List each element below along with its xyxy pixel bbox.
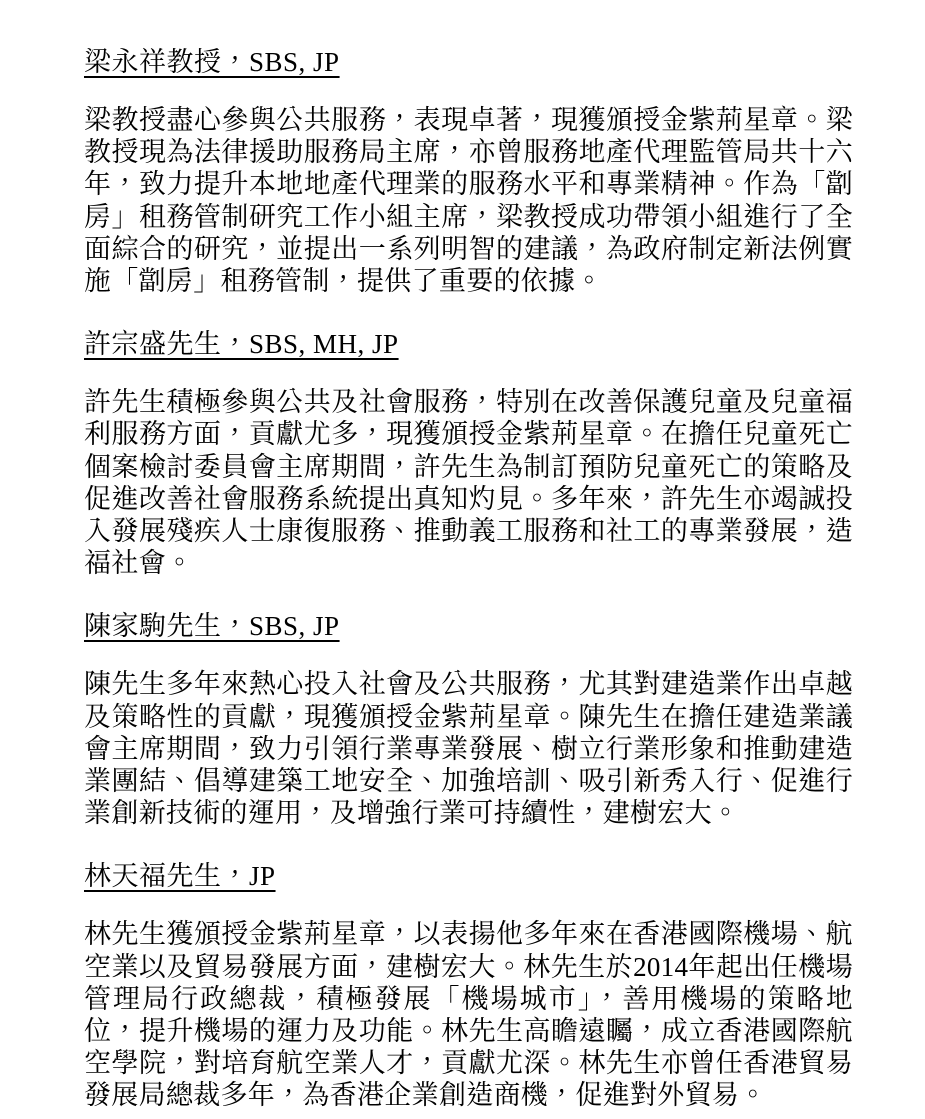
- citation-paragraph-lam: 林先生獲頒授金紫荊星章，以表揚他多年來在香港國際機場、航空業以及貿易發展方面，建樹宏大。林先生於2014年起出任機場管理局行政總裁，積極發展「機場城市」，善用機場的策略地位，提升機場的運力及功能。林先生高瞻遠矚，成立香港國際航空學院，對培育航空業人才，貢獻尤深。林先生亦曾任香港貿易發展局總裁多年，為香港企業創造商機，促進對外貿易。: [84, 919, 853, 1111]
- recipient-heading-lam: 林天福先生，JP: [84, 861, 276, 892]
- recipient-section-hui: [84, 328, 853, 579]
- recipient-heading-leung: 梁永祥教授，SBS, JP: [84, 47, 340, 77]
- citation-paragraph-leung: 梁教授盡心參與公共服務，表現卓著，現獲頒授金紫荊星章。梁教授現為法律援助服務局主席，亦曾服務地產代理監管局共十六年，致力提升本地地產代理業的服務水平和專業精神。作為「劏房」租務管制研究工作小組主席，梁教授成功帶領小組進行了全面綜合的研究，並提出一系列明智的建議，為政府制定新法例實施「劏房」租務管制，提供了重要的依據。: [84, 105, 853, 297]
- citation-paragraph-chan: 陳先生多年來熱心投入社會及公共服務，尤其對建造業作出卓越及策略性的貢獻，現獲頒授金紫荊星章。陳先生在擔任建造業議會主席期間，致力引領行業專業發展、樹立行業形象和推動建造業團結、倡導建築工地安全、加強培訓、吸引新秀入行、促進行業創新技術的運用，及增強行業可持續性，建樹宏大。: [84, 669, 853, 829]
- recipient-section-leung: [84, 46, 853, 297]
- recipient-section-lam: [84, 860, 853, 1111]
- recipient-heading-hui: 許宗盛先生，SBS, MH, JP: [84, 329, 399, 360]
- recipient-section-chan: [84, 610, 853, 829]
- recipient-heading-chan: 陳家駒先生，SBS, JP: [84, 611, 340, 642]
- citation-paragraph-hui: 許先生積極參與公共及社會服務，特別在改善保護兒童及兒童福利服務方面，貢獻尤多，現獲頒授金紫荊星章。在擔任兒童死亡個案檢討委員會主席期間，許先生為制訂預防兒童死亡的策略及促進改善社會服務系統提出真知灼見。多年來，許先生亦竭誠投入發展殘疾人士康復服務、推動義工服務和社工的專業發展，造福社會。: [84, 387, 853, 579]
